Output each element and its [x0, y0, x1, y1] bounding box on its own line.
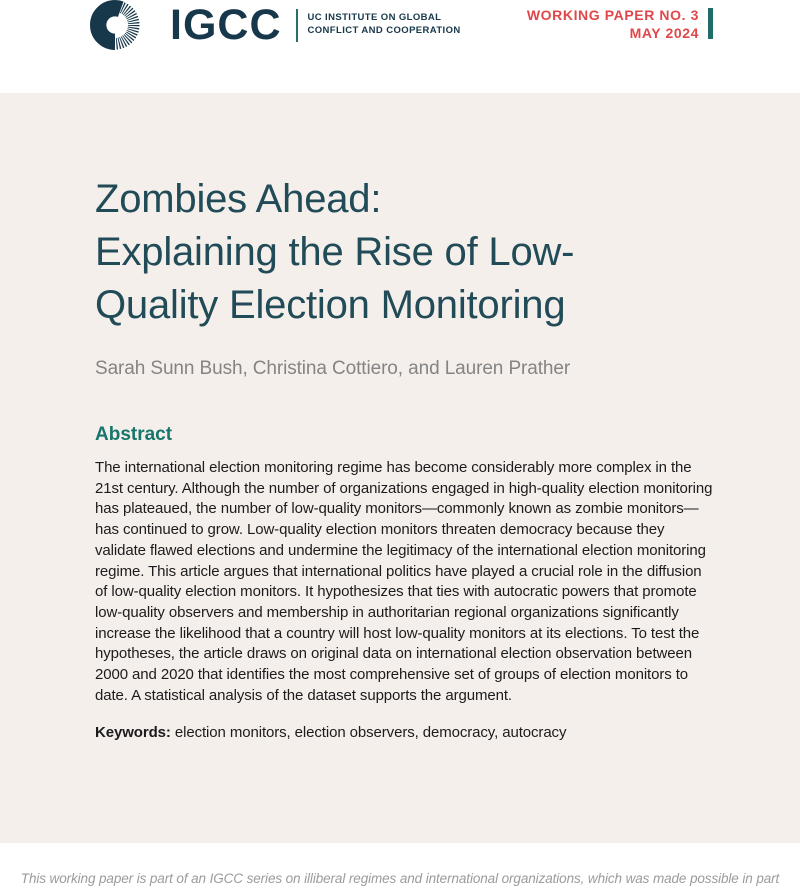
paper-title-line1: Zombies Ahead: [95, 177, 382, 221]
keywords-label: Keywords: [95, 724, 171, 742]
working-paper-number: WORKING PAPER NO. 3 [526, 7, 699, 23]
keywords [95, 724, 705, 741]
issue-info [527, 0, 713, 42]
logo-divider [296, 9, 298, 42]
institute-name-line2: CONFLICT AND COOPERATION [307, 25, 461, 36]
authors: Sarah Sunn Bush, Christina Cottiero, and Lauren Prather [95, 358, 571, 379]
igcc-logo [90, 0, 461, 51]
institute-name-line1: UC INSTITUTE ON GLOBAL [307, 12, 442, 23]
paper-title [95, 93, 705, 332]
series-note: This working paper is part of an IGCC series on illiberal regimes and international organizations, which was made possible in part [20, 871, 780, 886]
header [0, 0, 800, 93]
cover-body [0, 93, 800, 843]
paper-title-line2: Explaining the Rise of Low- [95, 230, 575, 274]
keywords-list: election monitors, election observers, democracy, autocracy [170, 724, 567, 742]
abstract-text: The international election monitoring regime has become considerably more complex in the 21st century. Although the number of organizations engaged in high-quality election monitoring has plateaued, the number of low-quality monitors—commonly known as zombie monitors—has continued to grow. Low-quality election monitors threaten democracy because they validate flawed elections and undermine the legitimacy of the international election monitoring regime. This article argues that international politics have played a crucial role in the diffusion of low-quality election monitors. It hypothesizes that ties with autocratic powers that promote low-quality observers and membership in authoritarian regional organizations significantly increase the likelihood that a country will host low-quality monitors at its elections. To test the hypotheses, the article draws on original data on international election observation between 2000 and 2020 that identifies the most comprehensive set of groups of election monitors to date. A statistical analysis of the dataset supports the argument. [95, 459, 713, 704]
abstract-heading: Abstract [95, 424, 173, 445]
paper-title-line3: Quality Election Monitoring [95, 283, 566, 327]
institute-name [308, 11, 461, 37]
accent-bar [708, 8, 713, 39]
issue-date: MAY 2024 [629, 24, 699, 41]
igcc-sunburst-icon [90, 0, 140, 51]
issue-text [527, 7, 699, 42]
igcc-wordmark: IGCC [170, 1, 282, 49]
footer [0, 843, 800, 890]
